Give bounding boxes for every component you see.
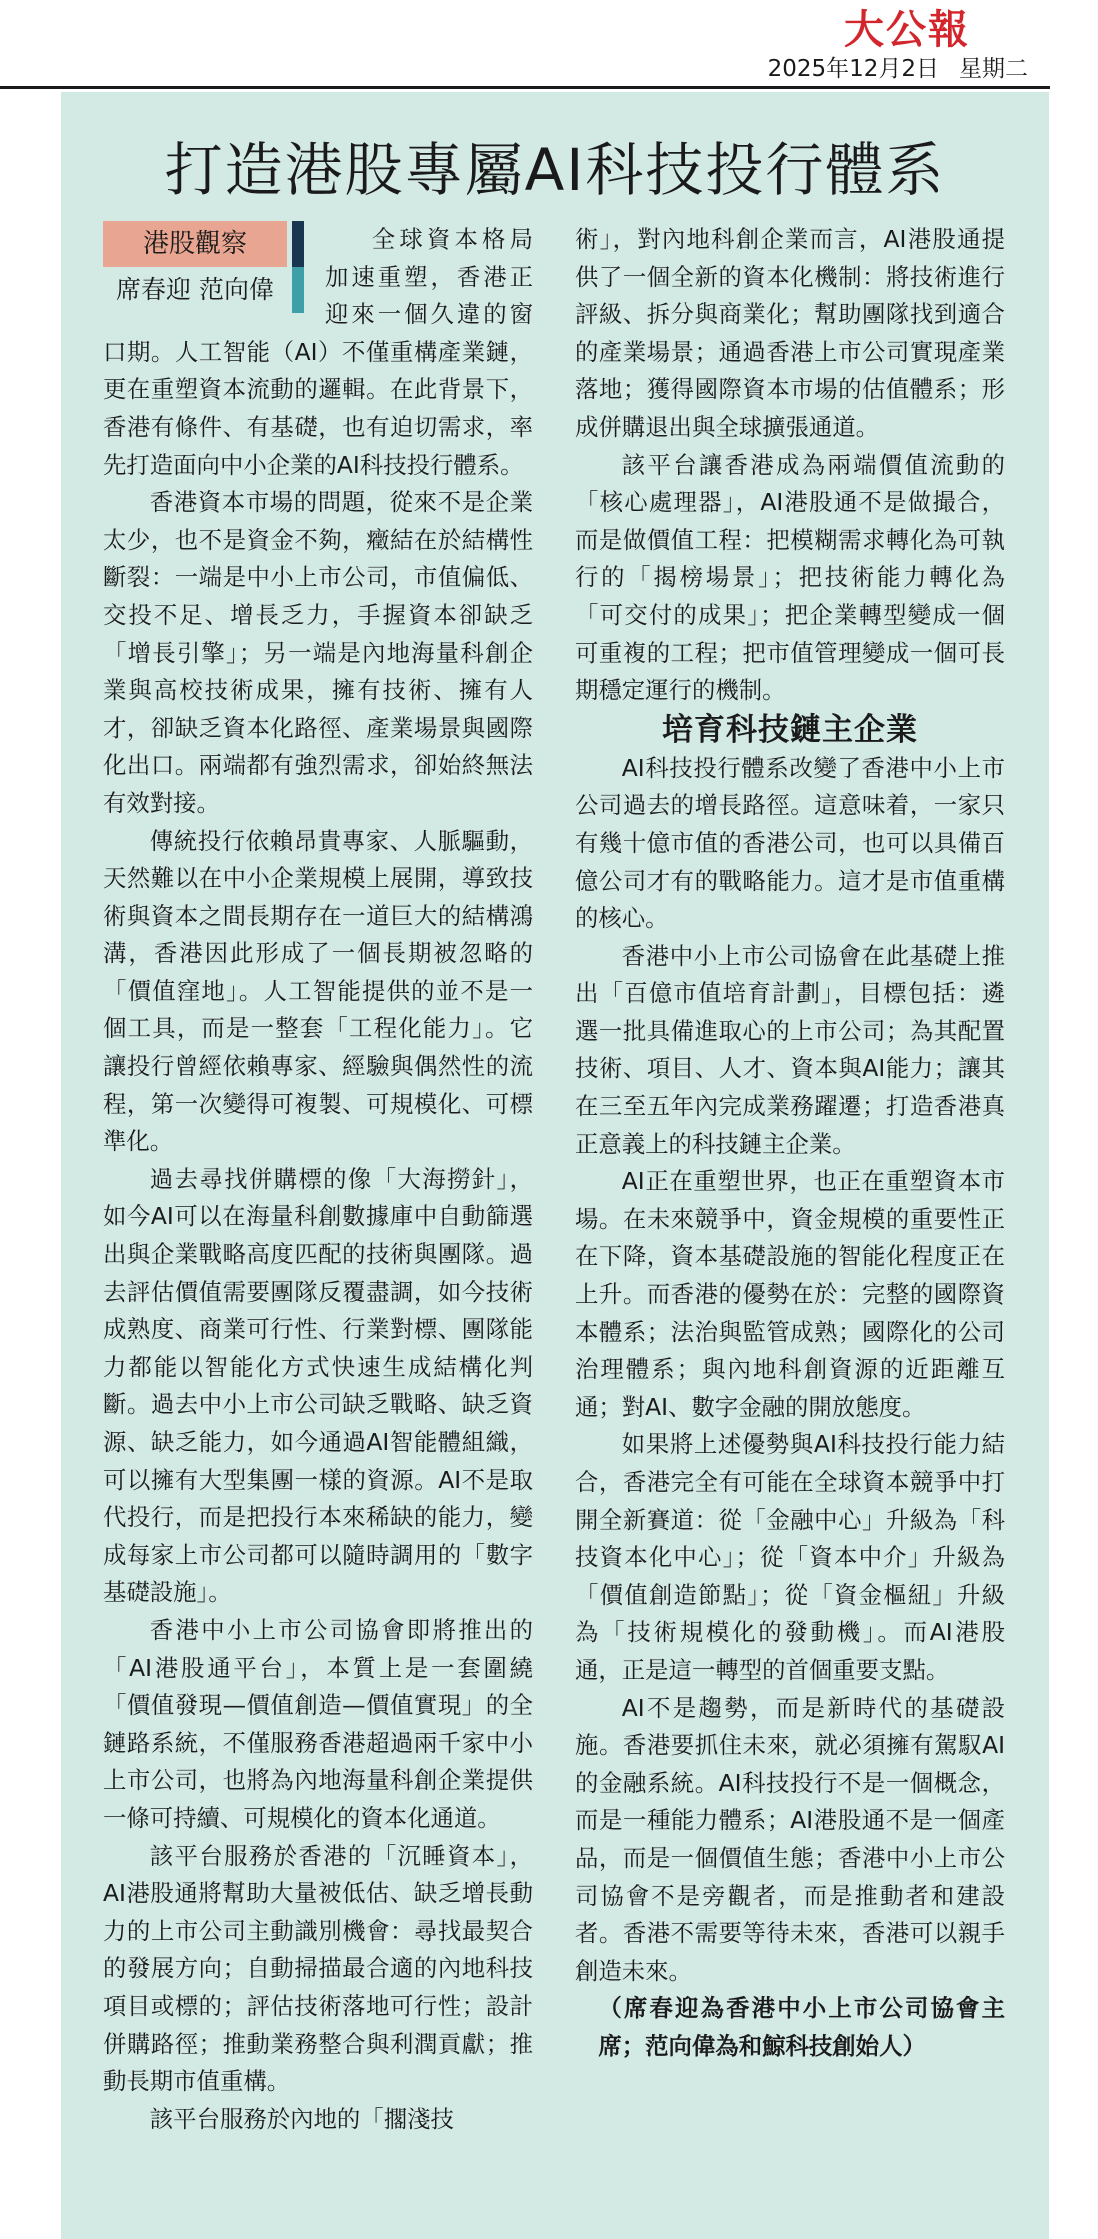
dateline xyxy=(768,55,1028,83)
article-paragraph: 香港中小上市公司協會在此基礎上推出「百億市值培育計劃」，目標包括：遴選一批具備進取心的上市公司；為其配置技術、項目、人才、資本與AI能力；讓其在三至五年內完成業務躍遷；打造香港真正意義上的科技鏈主企業。 xyxy=(575,941,1005,1158)
byline-accent-bar xyxy=(292,267,304,313)
column-tag: 港股觀察 xyxy=(103,221,287,267)
masthead xyxy=(0,0,1098,86)
article-left-column xyxy=(103,221,533,2138)
byline-accent-bar xyxy=(292,221,304,267)
article-paragraph: 術」，對內地科創企業而言，AI港股通提供了一個全新的資本化機制：將技術進行評級、拆分與商業化；幫助團隊找到適合的產業場景；通過香港上市公司實現產業落地；獲得國際資本市場的估值體系；形成併購退出與全球擴張通道。 xyxy=(575,225,1005,441)
column-authors: 席春迎 范向偉 xyxy=(116,275,274,304)
article-paragraph: 過去尋找併購標的像「大海撈針」，如今AI可以在海量科創數據庫中自動篩選出與企業戰略高度匹配的技術與團隊。過去評估價值需要團隊反覆盡調，如今技術成熟度、商業可行性、行業對標、團隊能力都能以智能化方式快速生成結構化判斷。過去中小上市公司缺乏戰略、缺乏資源、缺乏能力，如今通過AI智能體組織，可以擁有大型集團一樣的資源。AI不是取代投行，而是把投行本來稀缺的能力，變成每家上市公司都可以隨時調用的「數字基礎設施」。 xyxy=(103,1164,533,1607)
article-headline: 打造港股專屬AI科技投行體系 xyxy=(164,136,946,204)
article-subheading: 培育科技鏈主企業 xyxy=(662,711,918,748)
article-paragraph: 該平台讓香港成為兩端價值流動的「核心處理器」，AI港股通不是做撮合，而是做價值工程：把模糊需求轉化為可執行的「揭榜場景」；把技術能力轉化為「可交付的成果」；把企業轉型變成一個可重複的工程；把市值管理變成一個可長期穩定運行的機制。 xyxy=(575,450,1005,705)
article-paragraph: 該平台服務於香港的「沉睡資本」，AI港股通將幫助大量被低估、缺乏增長動力的上市公司主動識別機會：尋找最契合的發展方向；自動掃描最合適的內地科技項目或標的；評估技術落地可行性；設計併購路徑；推動業務整合與利潤貢獻；推動長期市值重構。 xyxy=(103,1841,533,2096)
article-panel xyxy=(61,92,1049,2239)
article-paragraph: 全球資本格局加速重塑，香港正迎來一個久違的窗口期。人工智能（AI）不僅重構產業鏈，更在重塑資本流動的邏輯。在此背景下，香港有條件、有基礎，也有迫切需求，率先打造面向中小企業的AI科技投行體系。 xyxy=(103,225,533,479)
article-paragraph: 香港資本市場的問題，從來不是企業太少，也不是資金不夠，癥結在於結構性斷裂：一端是中小上市公司，市值偏低、交投不足、增長乏力，手握資本卻缺乏「增長引擎」；另一端是內地海量科創企業與高校技術成果，擁有技術、擁有人才，卻缺乏資本化路徑、產業場景與國際化出口。兩端都有強烈需求，卻始終無法有效對接。 xyxy=(103,488,533,817)
newspaper-logo: 大公報 xyxy=(844,6,970,53)
masthead-rule xyxy=(0,86,1050,89)
column-byline-box xyxy=(103,221,311,317)
article-paragraph: AI科技投行體系改變了香港中小上市公司過去的增長路徑。這意味着，一家只有幾十億市值的香港公司，也可以具備百億公司才有的戰略能力。這才是市值重構的核心。 xyxy=(575,753,1005,933)
issue-date: 2025年12月2日 xyxy=(767,56,939,82)
author-bio: （席春迎為香港中小上市公司協會主席；范向偉為和鯨科技創始人） xyxy=(598,1994,1005,2060)
article-paragraph: 如果將上述優勢與AI科技投行能力結合，香港完全有可能在全球資本競爭中打開全新賽道：從「金融中心」升級為「科技資本化中心」；從「資本中介」升級為「價值創造節點」；從「資金樞紐」升級為「技術規模化的發動機」。而AI港股通，正是這一轉型的首個重要支點。 xyxy=(575,1430,1005,1684)
article-paragraph: AI不是趨勢，而是新時代的基礎設施。香港要抓住未來，就必須擁有駕馭AI的金融系統。AI科技投行不是一個概念，而是一種能力體系；AI港股通不是一個產品，而是一個價值生態；香港中小上市公司協會不是旁觀者，而是推動者和建設者。香港不需要等待未來，香港可以親手創造未來。 xyxy=(575,1693,1005,1985)
article-right-column xyxy=(575,221,1005,2066)
article-paragraph: AI正在重塑世界，也正在重塑資本市場。在未來競爭中，資金規模的重要性正在下降，資本基礎設施的智能化程度正在上升。而香港的優勢在於：完整的國際資本體系；法治與監管成熟；國際化的公司治理體系；與內地科創資源的近距離互通；對AI、數字金融的開放態度。 xyxy=(575,1167,1005,1421)
article-paragraph: 香港中小上市公司協會即將推出的「AI港股通平台」，本質上是一套圍繞「價值發現—價值創造—價值實現」的全鏈路系統，不僅服務香港超過兩千家中小上市公司，也將為內地海量科創企業提供一條可持續、可規模化的資本化通道。 xyxy=(103,1615,533,1832)
article-paragraph: 該平台服務於內地的「擱淺技 xyxy=(149,2104,454,2133)
issue-weekday: 星期二 xyxy=(959,56,1028,82)
article-paragraph: 傳統投行依賴昂貴專家、人脈驅動，天然難以在中小企業規模上展開，導致技術與資本之間長期存在一道巨大的結構鴻溝，香港因此形成了一個長期被忽略的「價值窪地」。人工智能提供的並不是一個工具，而是一整套「工程化能力」。它讓投行曾經依賴專家、經驗與偶然性的流程，第一次變得可複製、可規模化、可標準化。 xyxy=(103,826,533,1156)
